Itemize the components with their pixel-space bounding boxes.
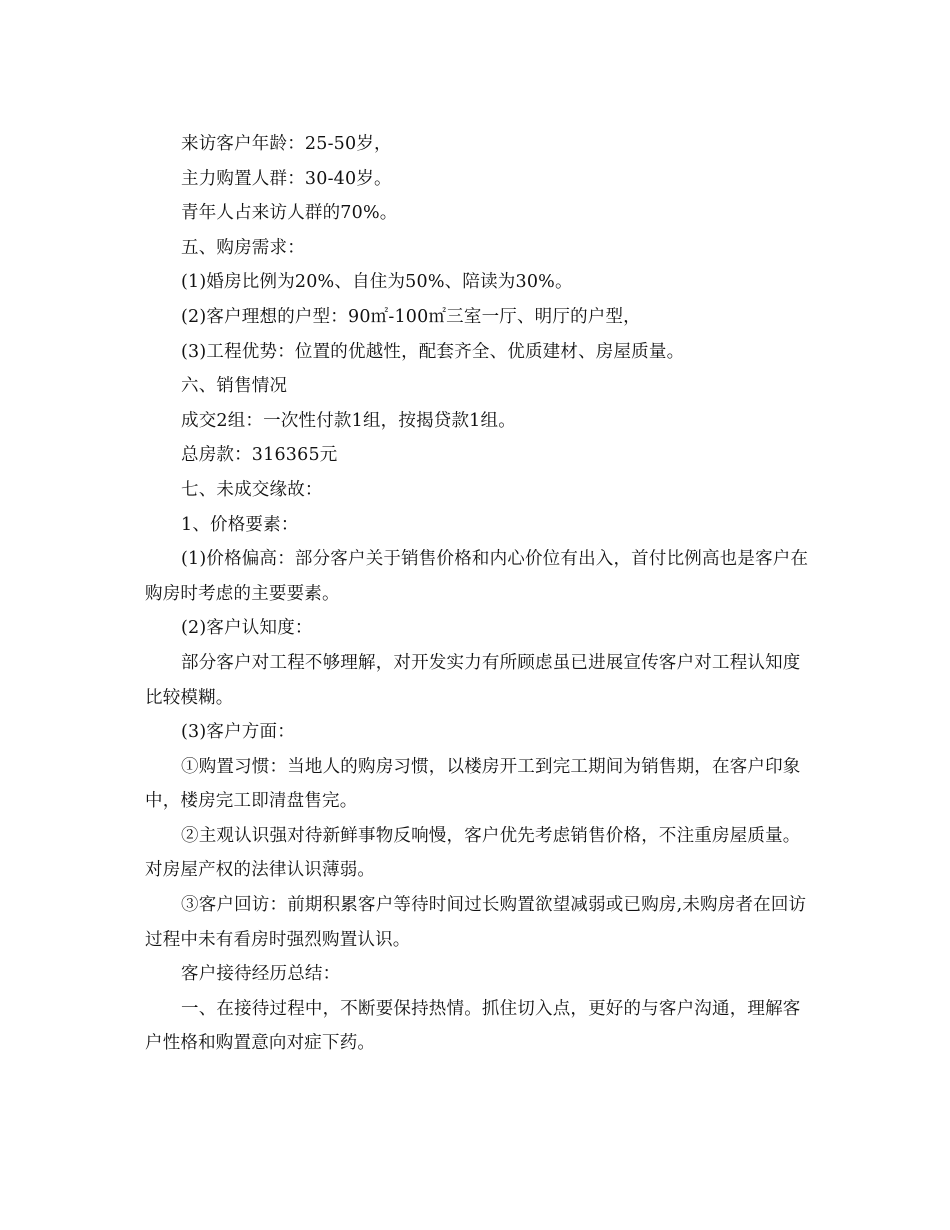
- heading-purchase-needs: 五、购房需求：: [181, 237, 305, 258]
- paragraph-purchase-habits: ①购置习惯：当地人的购房习惯，以楼房开工到完工期间为销售期，在客户印象中，楼房完工即清盘售完。: [145, 756, 801, 812]
- paragraph-deals: 成交2组：一次性付款1组，按揭贷款1组。: [181, 410, 516, 431]
- paragraph-needs-1: (1)婚房比例为20%、自住为50%、陪读为30%。: [181, 272, 573, 293]
- heading-reception-summary: 客户接待经历总结：: [181, 964, 341, 985]
- paragraph-awareness-detail: 部分客户对工程不够理解，对开发实力有所顾虑虽已进展宣传客户对工程认知度比较模糊。: [145, 652, 801, 708]
- paragraph-customer-callback: ③客户回访：前期积累客户等待时间过长购置欲望减弱或已购房,未购房者在回访过程中未有看房时强烈购置认识。: [145, 895, 807, 950]
- paragraph-visitor-age: 来访客户年龄：25-50岁，: [181, 134, 392, 154]
- paragraph-reception-1: 一、在接待过程中，不断要保持热情。抓住切入点，更好的与客户沟通，理解客户性格和购置意向对症下药。: [145, 998, 801, 1054]
- paragraph-youth-share: 青年人占来访人群的70%。: [181, 203, 398, 224]
- paragraph-price-high: (1)价格偏高：部分客户关于销售价格和内心价位有出入，首付比例高也是客户在购房时考虑的主要要素。: [145, 549, 809, 604]
- paragraph-needs-3: (3)工程优势：位置的优越性，配套齐全、优质建材、房屋质量。: [181, 341, 685, 362]
- heading-price-factors: 1、价格要素：: [181, 514, 299, 535]
- paragraph-needs-2: (2)客户理想的户型：90㎡-100㎡三室一厅、明厅的户型，: [181, 306, 641, 327]
- paragraph-total-payment: 总房款：316365元: [181, 445, 338, 466]
- heading-sales-status: 六、销售情况: [181, 376, 288, 397]
- document-body: [145, 127, 810, 1061]
- paragraph-main-buyers: 主力购置人群：30-40岁。: [181, 168, 392, 189]
- heading-customer-aspects: (3)客户方面：: [181, 722, 295, 743]
- heading-customer-awareness: (2)客户认知度：: [181, 618, 313, 639]
- heading-unclosed-reasons: 七、未成交缘故：: [181, 479, 323, 500]
- paragraph-subjective-awareness: ②主观认识强对待新鲜事物反响慢，客户优先考虑销售价格，不注重房屋质量。对房屋产权的法律认识薄弱。: [145, 825, 801, 881]
